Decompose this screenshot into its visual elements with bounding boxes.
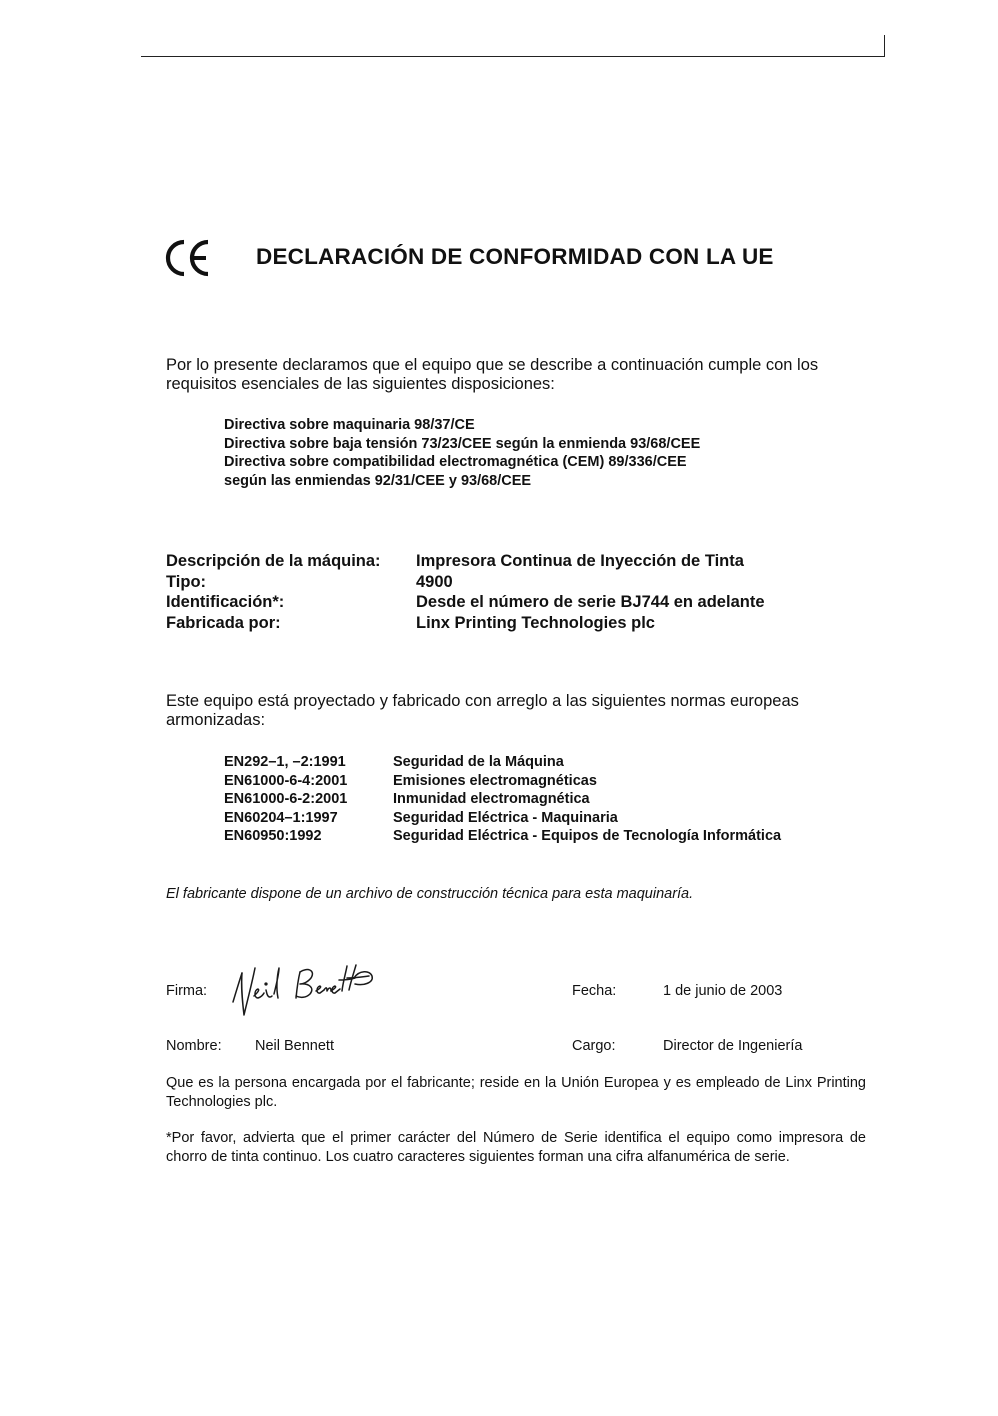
standard-description: Seguridad Eléctrica - Equipos de Tecnología Informática [393,828,782,844]
machine-details [166,551,765,633]
signature-label: Firma: [166,983,208,999]
machine-value: 4900 [416,572,453,591]
machine-value: Impresora Continua de Inyección de Tinta [416,552,744,570]
standard-row [224,753,781,772]
name-label: Nombre: [166,1038,222,1054]
standard-row [224,790,781,809]
technical-file-note: El fabricante dispone de un archivo de construcción técnica para esta maquinaría. [166,886,694,902]
machine-label: Tipo: [166,572,207,591]
standards-list [224,753,781,846]
standard-code: EN61000-6-2:2001 [224,791,348,807]
date-label: Fecha: [572,983,617,999]
name-value: Neil Bennett [255,1038,334,1054]
position-value: Director de Ingeniería [663,1038,803,1054]
machine-row-identification [166,592,765,613]
standard-code: EN60950:1992 [224,828,322,844]
standard-description: Seguridad Eléctrica - Maquinaria [393,809,618,826]
standard-row [224,827,781,846]
directive-item: según las enmiendas 92/31/CEE y 93/68/CEE [224,472,532,489]
directive-item: Directiva sobre baja tensión 73/23/CEE según la enmienda 93/68/CEE [224,435,701,452]
directive-item: Directiva sobre maquinaria 98/37/CE [224,417,475,433]
date-value: 1 de junio de 2003 [663,983,783,999]
handwritten-signature [230,958,380,1020]
intro-paragraph: Por lo presente declaramos que el equipo que se describe a continuación cumple con los requisitos esenciales de las siguientes disposiciones: [166,356,819,393]
directive-item: Directiva sobre compatibilidad electromagnética (CEM) 89/336/CEE [224,454,687,470]
ce-mark-icon [163,238,211,278]
machine-value: Linx Printing Technologies plc [416,613,655,632]
position-label: Cargo: [572,1038,616,1054]
standard-row [224,809,781,828]
representative-note: Que es la persona encargada por el fabricante; reside en la Unión Europea y es empleado de Linx Printing Technologies plc. [166,1075,866,1110]
machine-row-description [166,551,765,572]
standard-description: Seguridad de la Máquina [393,754,564,770]
standard-code: EN292–1, –2:1991 [224,754,346,770]
standard-code: EN61000-6-4:2001 [224,772,348,789]
header-rule [141,56,885,57]
standard-description: Emisiones electromagnéticas [393,772,597,789]
machine-value: Desde el número de serie BJ744 en adelante [416,593,765,611]
machine-label: Identificación*: [166,593,285,611]
serial-number-note: *Por favor, advierta que el primer carácter del Número de Serie identifica el equipo como impresora de chorro de tinta continuo. Los cuatro caracteres siguientes forman una cifra alfanumérica de serie. [166,1130,866,1165]
machine-row-manufacturer [166,613,765,634]
standard-code: EN60204–1:1997 [224,809,338,826]
standard-description: Inmunidad electromagnética [393,791,590,807]
directives-list [224,416,700,490]
machine-label: Fabricada por: [166,613,281,632]
header-tick [884,35,885,57]
page-title: DECLARACIÓN DE CONFORMIDAD CON LA UE [256,244,774,269]
harmonized-standards-intro: Este equipo está proyectado y fabricado con arreglo a las siguientes normas europeas armonizadas: [166,692,799,729]
machine-label: Descripción de la máquina: [166,552,381,570]
machine-row-type [166,572,765,593]
standard-row [224,772,781,791]
